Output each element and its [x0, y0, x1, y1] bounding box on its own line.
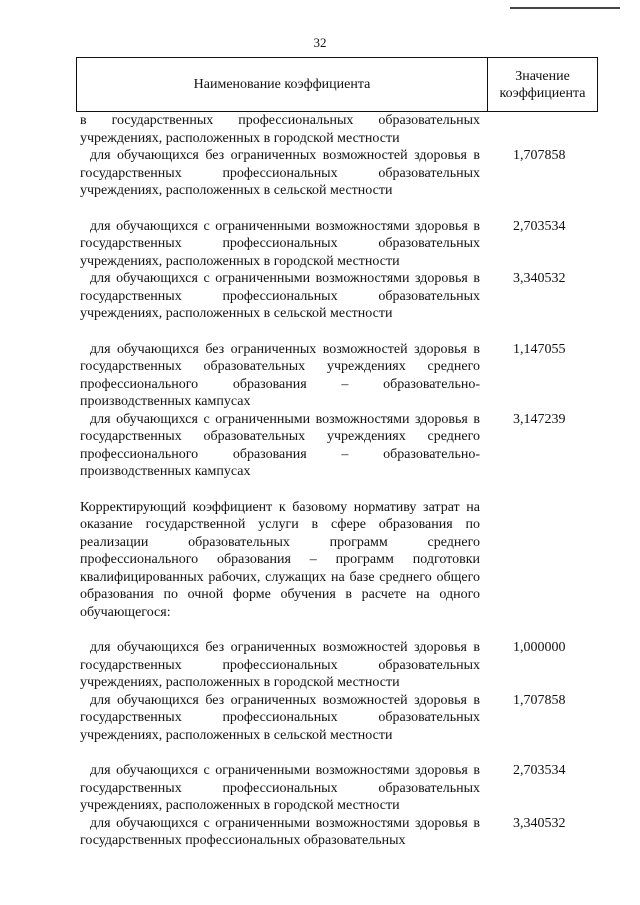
coefficient-value: 2,703534: [513, 218, 566, 234]
document-body: [80, 112, 598, 850]
coefficient-name: для обучающихся с ограниченными возможностями здоровья в государственных профессиональных образовательных учреждениях, расположенных в сельской местности: [80, 271, 480, 321]
coefficient-name: для обучающихся без ограниченных возможностей здоровья в государственных профессиональных образовательных учреждениях, расположенных в городской местности: [80, 640, 480, 690]
coefficient-row: [80, 147, 598, 200]
coefficient-name: для обучающихся с ограниченными возможностями здоровья в государственных профессиональных образовательных: [80, 815, 480, 848]
spacer: [80, 200, 598, 218]
spacer: [80, 481, 598, 499]
coefficient-name: для обучающихся без ограниченных возможностей здоровья в государственных профессиональных образовательных учреждениях, расположенных в сельской местности: [80, 148, 480, 198]
coefficient-row: [80, 639, 598, 692]
coefficient-name: для обучающихся без ограниченных возможностей здоровья в государственных профессиональных образовательных учреждениях, расположенных в сельской местности: [80, 692, 480, 743]
coefficient-name: в государственных профессиональных образовательных учреждениях, расположенных в городской местности: [80, 113, 480, 146]
coefficient-name: для обучающихся с ограниченными возможностями здоровья в государственных образовательных учреждениях среднего профессионального образования – образовательно-производственных кампусах: [80, 411, 480, 479]
coefficient-value: 1,147055: [513, 341, 566, 357]
column-header-value: [488, 58, 597, 111]
coefficient-row: [80, 112, 598, 147]
coefficient-value: 1,707858: [513, 148, 566, 163]
coefficient-row: [80, 218, 598, 271]
column-header-name: Наименование коэффициента: [193, 76, 371, 92]
coefficient-row: [80, 815, 598, 850]
coefficient-value: 3,340532: [513, 271, 566, 286]
coefficient-row: [80, 270, 598, 323]
page-number: 32: [313, 35, 327, 50]
coefficient-value: 3,147239: [513, 411, 566, 427]
coefficient-name: для обучающихся с ограниченными возможностями здоровья в государственных профессиональных образовательных учреждениях, расположенных в городской местности: [80, 218, 480, 269]
coefficient-value: 1,707858: [513, 692, 566, 708]
section-paragraph: Корректирующий коэффициент к базовому нормативу затрат на оказание государственной услуги в сфере образования по реализации образовательных программ среднего профессионального образования – программ подготовки квалифицированных рабочих, служащих на базе среднего общего образования по очной форме обучения в расчете на одного обучающегося:: [80, 499, 480, 620]
coefficient-value: 2,703534: [513, 763, 566, 778]
coefficient-row: [80, 762, 598, 815]
coefficient-value: 1,000000: [513, 640, 566, 655]
spacer: [80, 621, 598, 639]
coefficient-row: [80, 692, 598, 745]
column-header-value-line2: коэффициента: [499, 85, 586, 101]
spacer: [80, 323, 598, 341]
table-header: [76, 57, 598, 112]
coefficient-row: [80, 411, 598, 481]
spacer: [80, 744, 598, 762]
coefficient-name: для обучающихся с ограниченными возможностями здоровья в государственных профессиональных образовательных учреждениях, расположенных в городской местности: [80, 763, 480, 813]
column-header-value-line1: Значение: [515, 68, 570, 84]
coefficient-name: для обучающихся без ограниченных возможностей здоровья в государственных образовательных учреждениях среднего профессионального образования – образовательно-производственных кампусах: [80, 341, 480, 409]
coefficient-value: 3,340532: [513, 815, 566, 831]
coefficient-row: [80, 341, 598, 411]
top-rule: [510, 7, 620, 9]
